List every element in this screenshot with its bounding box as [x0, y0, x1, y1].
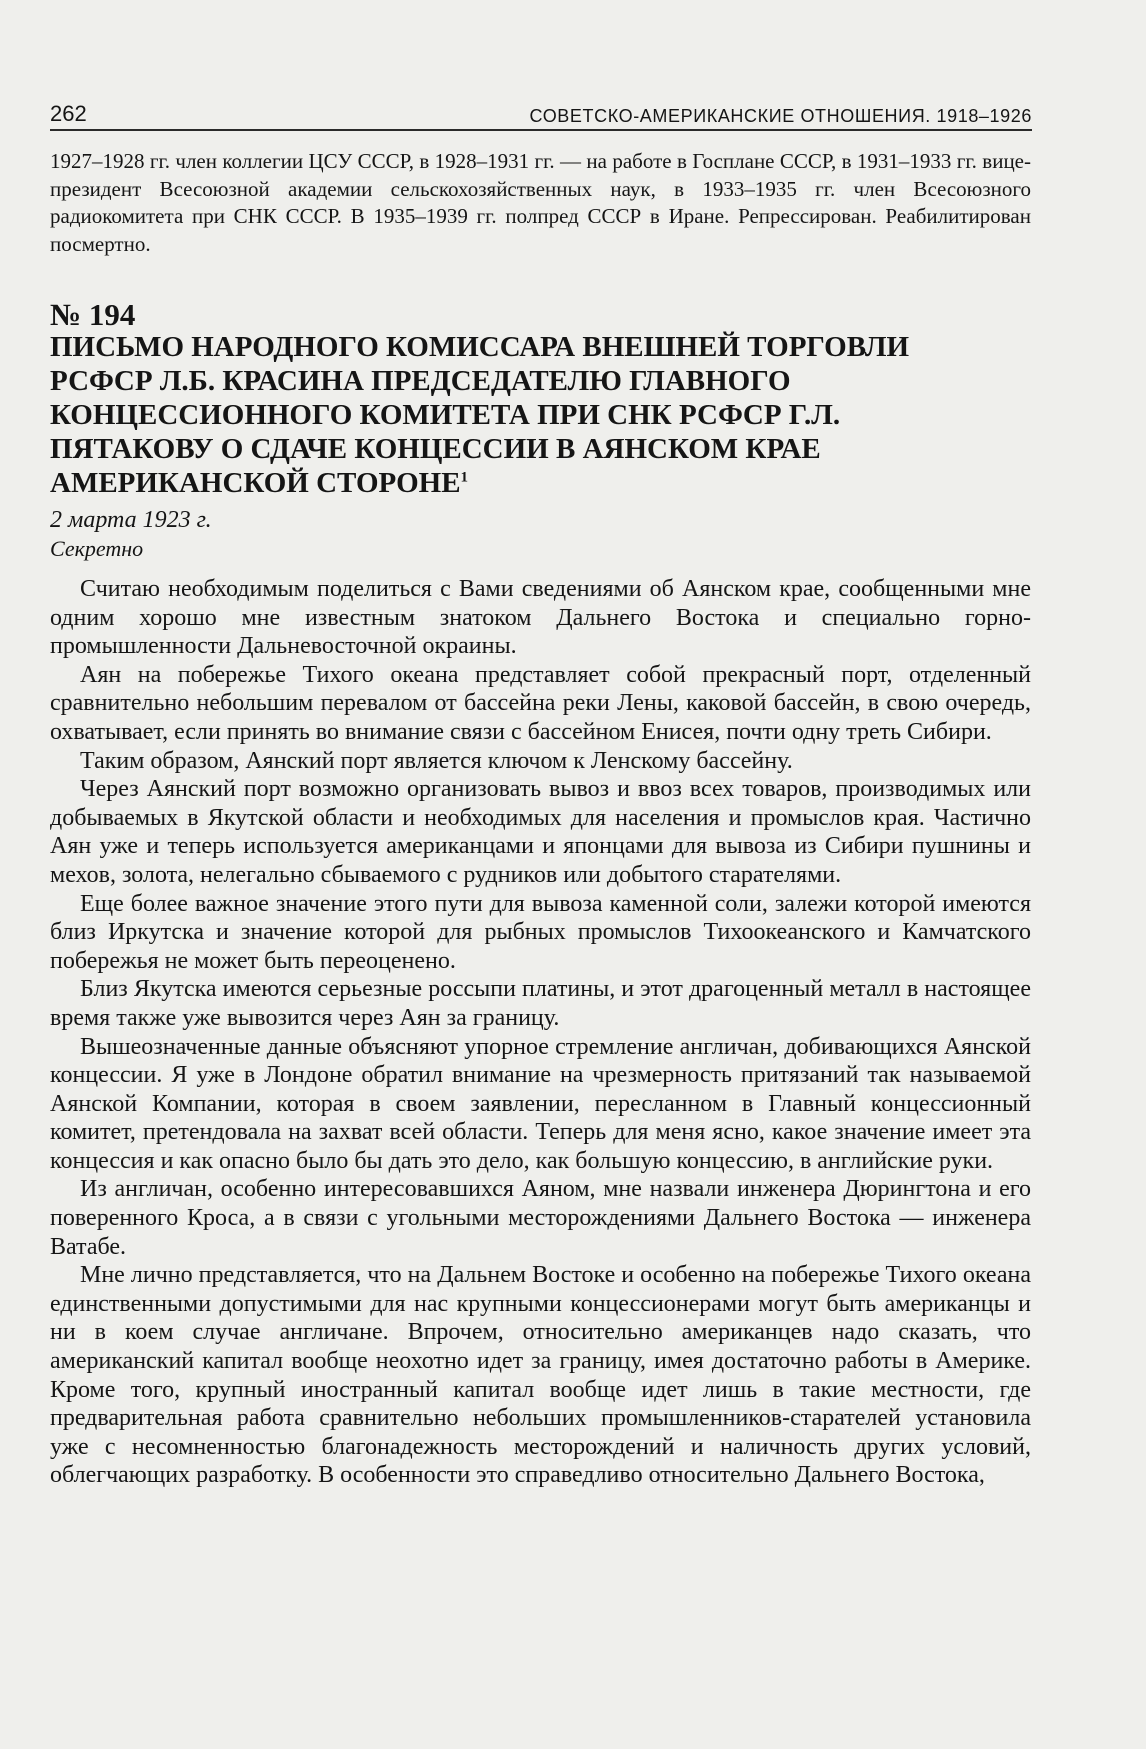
running-title: СОВЕТСКО-АМЕРИКАНСКИЕ ОТНОШЕНИЯ. 1918–1926 — [529, 106, 1032, 126]
document-number: № 194 — [50, 297, 136, 332]
document-title-text: ПИСЬМО НАРОДНОГО КОМИССАРА ВНЕШНЕЙ ТОРГОВЛИ РСФСР Л.Б. КРАСИНА ПРЕДСЕДАТЕЛЮ ГЛАВНОГО КОНЦЕССИОННОГО КОМИТЕТА ПРИ СНК РСФСР Г.Л. ПЯТАКОВУ О СДАЧЕ КОНЦЕССИИ В АЯНСКОМ КРАЕ АМЕРИКАНСКОЙ СТОРОНЕ — [50, 331, 910, 499]
letter-body — [50, 575, 1031, 1490]
paragraph: Из англичан, особенно интересовавшихся Аяном, мне назвали инженера Дюрингтона и его поверенного Кроса, а в связи с угольными месторождениями Дальнего Востока — инженера Ватабе. — [50, 1176, 1031, 1260]
document-classification: Секретно — [50, 536, 144, 561]
paragraph: Через Аянский порт возможно организовать вывоз и ввоз всех товаров, производимых или добываемых в Якутской области и необходимых для населения и промыслов края. Частично Аян уже и теперь используется американцами и японцами для вывоза из Сибири пушнины и мехов, золота, нелегально сбываемого с рудников или добытого старателями. — [50, 776, 1031, 888]
paragraph: Таким образом, Аянский порт является ключом к Ленскому бассейну. — [80, 747, 793, 774]
document-title — [50, 330, 910, 500]
paragraph: Аян на побережье Тихого океана представляет собой прекрасный порт, отделенный сравнительно небольшим перевалом от бассейна реки Лены, каковой бассейн, в свою очередь, охватывает, если принять во внимание связи с бассейном Енисея, почти одну треть Сибири. — [50, 661, 1031, 745]
paragraph: Близ Якутска имеются серьезные россыпи платины, и этот драгоценный металл в настоящее время также уже вывозится через Аян за границу. — [50, 976, 1031, 1031]
paragraph: Мне лично представляется, что на Дальнем Востоке и особенно на побережье Тихого океана единственными допустимыми для нас крупными концессионерами могут быть американцы и ни в коем случае англичане. Впрочем, относительно американцев надо сказать, что американский капитал вообще неохотно идет за границу, имея достаточно работы в Америке. Кроме того, крупный иностранный капитал вообще идет лишь в такие местности, где предварительная работа сравнительно небольших промышленников-старателей установила уже с несомненностью благонадежность месторождений и наличность других условий, облегчающих разработку. В особенности это справедливо относительно Дальнего Востока, — [50, 1262, 1031, 1489]
paragraph: Еще более важное значение этого пути для вывоза каменной соли, залежи которой имеются близ Иркутска и значение которой для рыбных промыслов Тихоокеанского и Камчатского побережья не может быть переоценено. — [50, 890, 1031, 974]
running-header — [50, 103, 1032, 131]
paragraph: Считаю необходимым поделиться с Вами сведениями об Аянском крае, сообщенными мне одним хорошо мне известным знатоком Дальнего Востока и специально горно-промышленности Дальневосточной окраины. — [50, 576, 1031, 660]
page-number: 262 — [50, 101, 87, 126]
footnote-marker: 1 — [460, 469, 469, 486]
biographical-note: 1927–1928 гг. член коллегии ЦСУ СССР, в 1928–1931 гг. — на работе в Госплане СССР, в 1931–1933 гг. вице-президент Всесоюзной академии сельскохозяйственных наук, в 1933–1935 гг. член Всесоюзного радиокомитета при СНК СССР. В 1935–1939 гг. полпред СССР в Иране. Репрессирован. Реабилитирован посмертно. — [50, 149, 1031, 256]
paragraph: Вышеозначенные данные объясняют упорное стремление англичан, добивающихся Аянской концессии. Я уже в Лондоне обратил внимание на чрезмерность притязаний так называемой Аянской Компании, которая в своем заявлении, пересланном в Главный концессионный комитет, претендовала на захват всей области. Теперь для меня ясно, какое значение имеет эта концессия и как опасно было бы дать это дело, как большую концессию, в английские руки. — [50, 1033, 1031, 1174]
document-date: 2 марта 1923 г. — [50, 507, 212, 533]
